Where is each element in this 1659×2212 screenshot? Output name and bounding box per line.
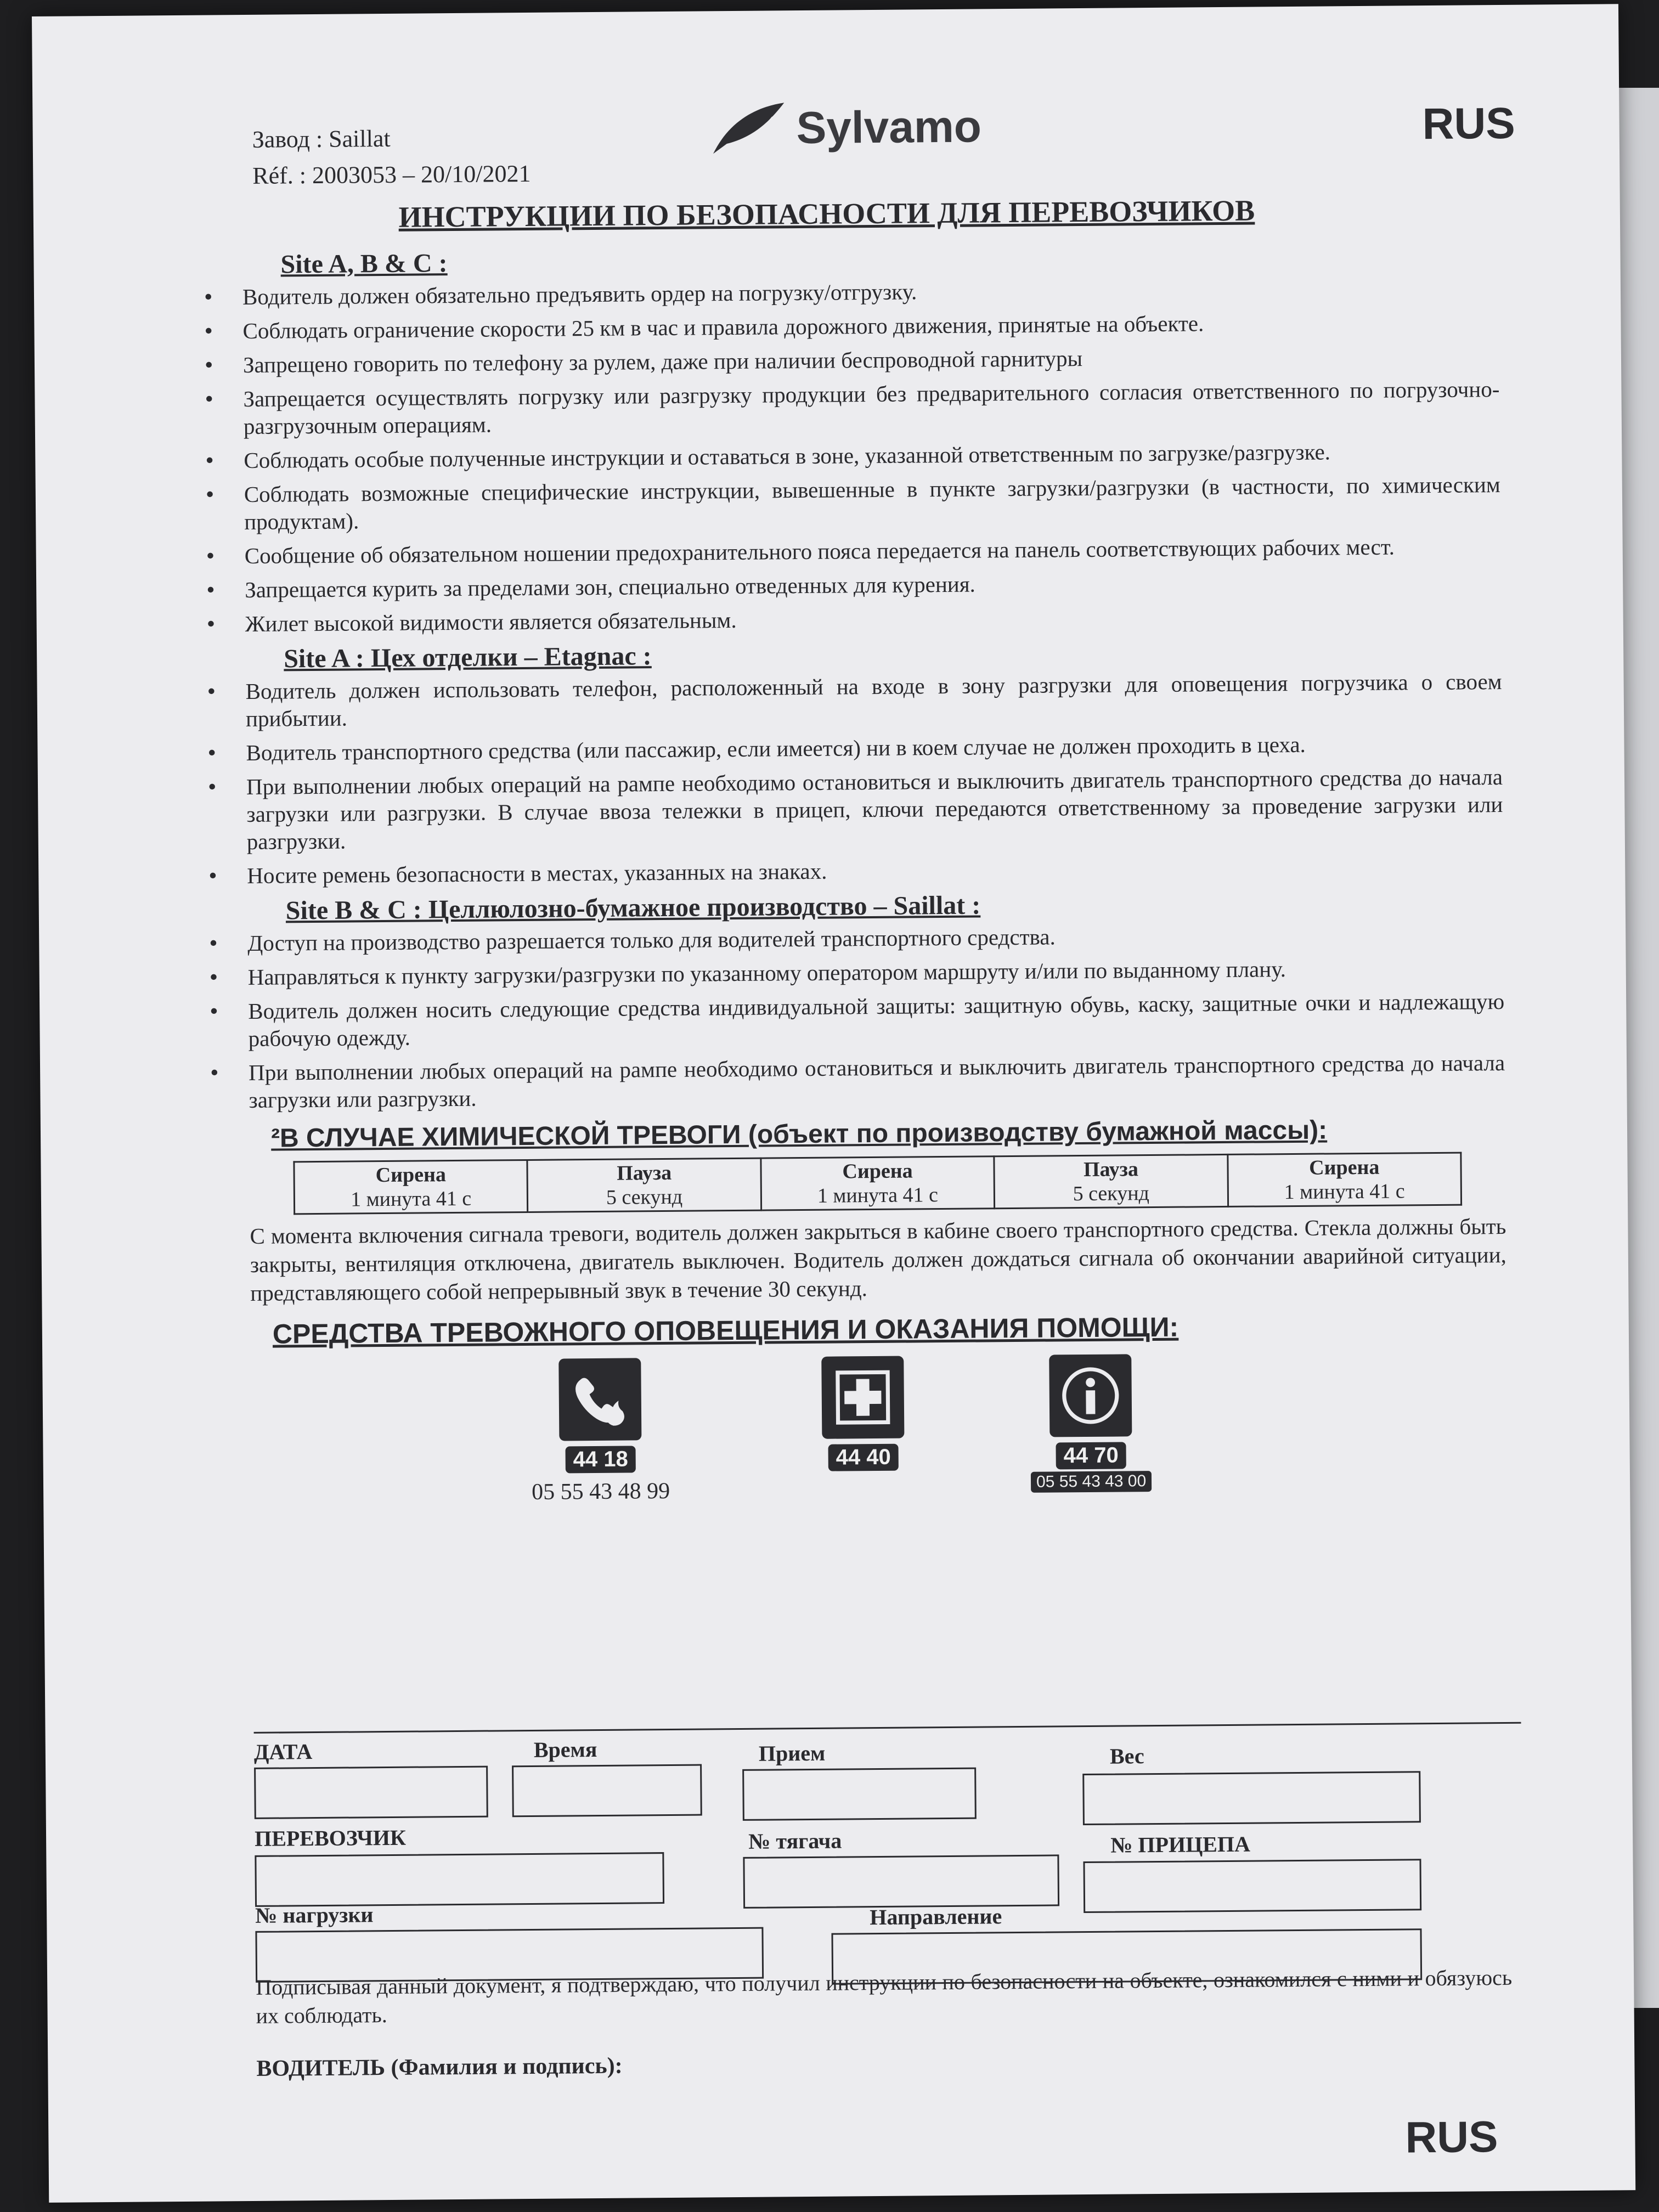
- section-heading: Site A, B & C :: [280, 249, 448, 279]
- list-item: • Доступ на производство разрешается только для водителей транспортного средства.: [247, 919, 1504, 957]
- trailer-label: № ПРИЦЕПА: [1110, 1831, 1251, 1858]
- time-label: Время: [533, 1737, 597, 1762]
- list-item: • При выполнении любых операций на рампе необходимо остановиться и выключить двигатель транспортного средства до начала загрузки или разгрузки. В случае ввоза тележки в прицеп, ключи передаются ответственному за проведение загрузки или разгрузки.: [246, 763, 1503, 855]
- list-item: • Запрещается осуществлять погрузку или разгрузку продукции без предварительного согласия ответственного по погрузочно-разгрузочным операциям.: [243, 375, 1500, 440]
- section-heading: Site A : Цех отделки – Etagnac :: [284, 641, 652, 674]
- tractor-label: № тягача: [748, 1828, 842, 1854]
- direction-label: Направление: [870, 1904, 1002, 1930]
- confirmation-text: Подписывая данный документ, я подтверждаю, что получил инструкции по безопасности на объекте, ознакомился с ними и обязуюсь их соблюдать.: [256, 1965, 1513, 2028]
- siren-cell: Сирена 1 минута 41 с: [761, 1156, 995, 1210]
- info-number: 44 70: [1056, 1442, 1126, 1469]
- transport-form: [254, 1722, 1524, 2085]
- fire-phone-icon: [558, 1358, 641, 1441]
- list-item: • Сообщение об обязательном ношении предохранительного пояса передается на панель соответствующих рабочих мест.: [245, 532, 1501, 569]
- alarm-instructions: С момента включения сигнала тревоги, водитель должен закрыться в кабине своего транспортного средства. Стекла должны быть закрыты, вентиляция отключена, двигатель выключен. Водитель должен дождаться сигнала об окончании аварийной ситуации, представляющего собой непрерывный звук в течение 30 секунд.: [250, 1213, 1506, 1306]
- header-info: [252, 120, 531, 194]
- section-heading: Site B & C : Целлюлозно-бумажное производство – Saillat :: [285, 890, 981, 926]
- trailer-field[interactable]: [1083, 1859, 1421, 1913]
- list-item: • Соблюдать возможные специфические инструкции, вывешенные в пункте загрузки/разгрузки (в частности, по химическим продуктам).: [244, 471, 1501, 535]
- list-item: • Запрещается курить за пределами зон, специально отведенных для курения.: [245, 566, 1501, 603]
- document-page: [32, 4, 1635, 2203]
- info-phone: 05 55 43 43 00: [1031, 1471, 1152, 1493]
- lang-label-top: RUS: [1422, 98, 1515, 149]
- first-aid-contact: [821, 1356, 905, 1471]
- weight-field[interactable]: [1082, 1771, 1421, 1825]
- chemical-alarm-title: ²В СЛУЧАЕ ХИМИЧЕСКОЙ ТРЕВОГИ (объект по производству бумажной массы):: [270, 1115, 1328, 1153]
- list-item: • При выполнении любых операций на рампе необходимо остановиться и выключить двигатель транспортного средства до начала загрузки или разгрузки.: [249, 1049, 1505, 1114]
- carrier-field[interactable]: [255, 1852, 664, 1907]
- list-item: • Водитель должен обязательно предъявить ордер на погрузку/отгрузку.: [242, 273, 1499, 311]
- info-icon: [1049, 1354, 1132, 1437]
- list-item: • Водитель должен носить следующие средства индивидуальной защиты: защитную обувь, каску, защитные очки и надлежащую рабочую одежду.: [248, 988, 1505, 1052]
- list-item: • Водитель должен использовать телефон, расположенный на входе в зону разгрузки для оповещения погрузчика о своем прибытии.: [245, 668, 1502, 732]
- fire-number: 44 18: [565, 1446, 635, 1473]
- list-item: • Водитель транспортного средства (или пассажир, если имеется) ни в коем случае не должен проходить в цеха.: [246, 729, 1502, 766]
- section-list: [245, 668, 1503, 889]
- sylvamo-logo: [707, 97, 981, 159]
- date-label: ДАТА: [253, 1739, 313, 1764]
- page-title: ИНСТРУКЦИИ ПО БЕЗОПАСНОСТИ ДЛЯ ПЕРЕВОЗЧИКОВ: [398, 194, 1255, 234]
- load-label: № нагрузки: [255, 1902, 374, 1928]
- carrier-label: ПЕРЕВОЗЧИК: [254, 1825, 407, 1851]
- ref-label: Réf. : 2003053 – 20/10/2021: [252, 160, 531, 189]
- logo-text: Sylvamo: [796, 101, 982, 154]
- first-aid-icon: [821, 1356, 904, 1439]
- list-item: • Жилет высокой видимости является обязательным.: [245, 600, 1502, 637]
- pause-cell: Пауза 5 секунд: [527, 1158, 761, 1212]
- date-field[interactable]: [254, 1766, 488, 1819]
- fire-contact: [531, 1358, 670, 1505]
- leaf-logo-icon: [707, 98, 790, 159]
- plant-label: Завод : Saillat: [252, 125, 391, 153]
- siren-cell: Сирена 1 минута 41 с: [294, 1160, 528, 1214]
- section-list: [247, 919, 1505, 1114]
- tractor-field[interactable]: [743, 1854, 1059, 1909]
- emergency-icons: [251, 1351, 1509, 1542]
- driver-signature-label: ВОДИТЕЛЬ (Фамилия и подпись):: [256, 2053, 623, 2081]
- lang-label-bottom: RUS: [1405, 2112, 1498, 2162]
- time-field[interactable]: [512, 1764, 702, 1818]
- reception-field[interactable]: [742, 1768, 977, 1821]
- list-item: • Соблюдать особые полученные инструкции и оставаться в зоне, указанной ответственным по загрузке/разгрузке.: [244, 437, 1500, 474]
- list-item: • Направляться к пункту загрузки/разгрузки по указанному оператором маршруту и/или по выданному плану.: [248, 953, 1504, 991]
- help-title: СРЕДСТВА ТРЕВОЖНОГО ОПОВЕЩЕНИЯ И ОКАЗАНИЯ ПОМОЩИ:: [272, 1311, 1179, 1350]
- list-item: • Соблюдать ограничение скорости 25 км в час и правила дорожного движения, принятые на объекте.: [242, 307, 1499, 345]
- siren-cell: Сирена 1 минута 41 с: [1227, 1153, 1461, 1206]
- fire-phone: 05 55 43 48 99: [531, 1478, 670, 1505]
- list-item: • Носите ремень безопасности в местах, указанных на знаках.: [247, 852, 1503, 889]
- reception-label: Прием: [758, 1740, 826, 1766]
- pause-cell: Пауза 5 секунд: [994, 1154, 1228, 1208]
- instructions-body: [242, 235, 1508, 1542]
- section-list: [242, 273, 1502, 637]
- first-aid-number: 44 40: [828, 1444, 898, 1471]
- siren-table: [293, 1152, 1462, 1215]
- info-contact: [1030, 1354, 1152, 1493]
- weight-label: Вес: [1109, 1743, 1144, 1769]
- list-item: • Запрещено говорить по телефону за рулем, даже при наличии беспроводной гарнитуры: [243, 341, 1499, 379]
